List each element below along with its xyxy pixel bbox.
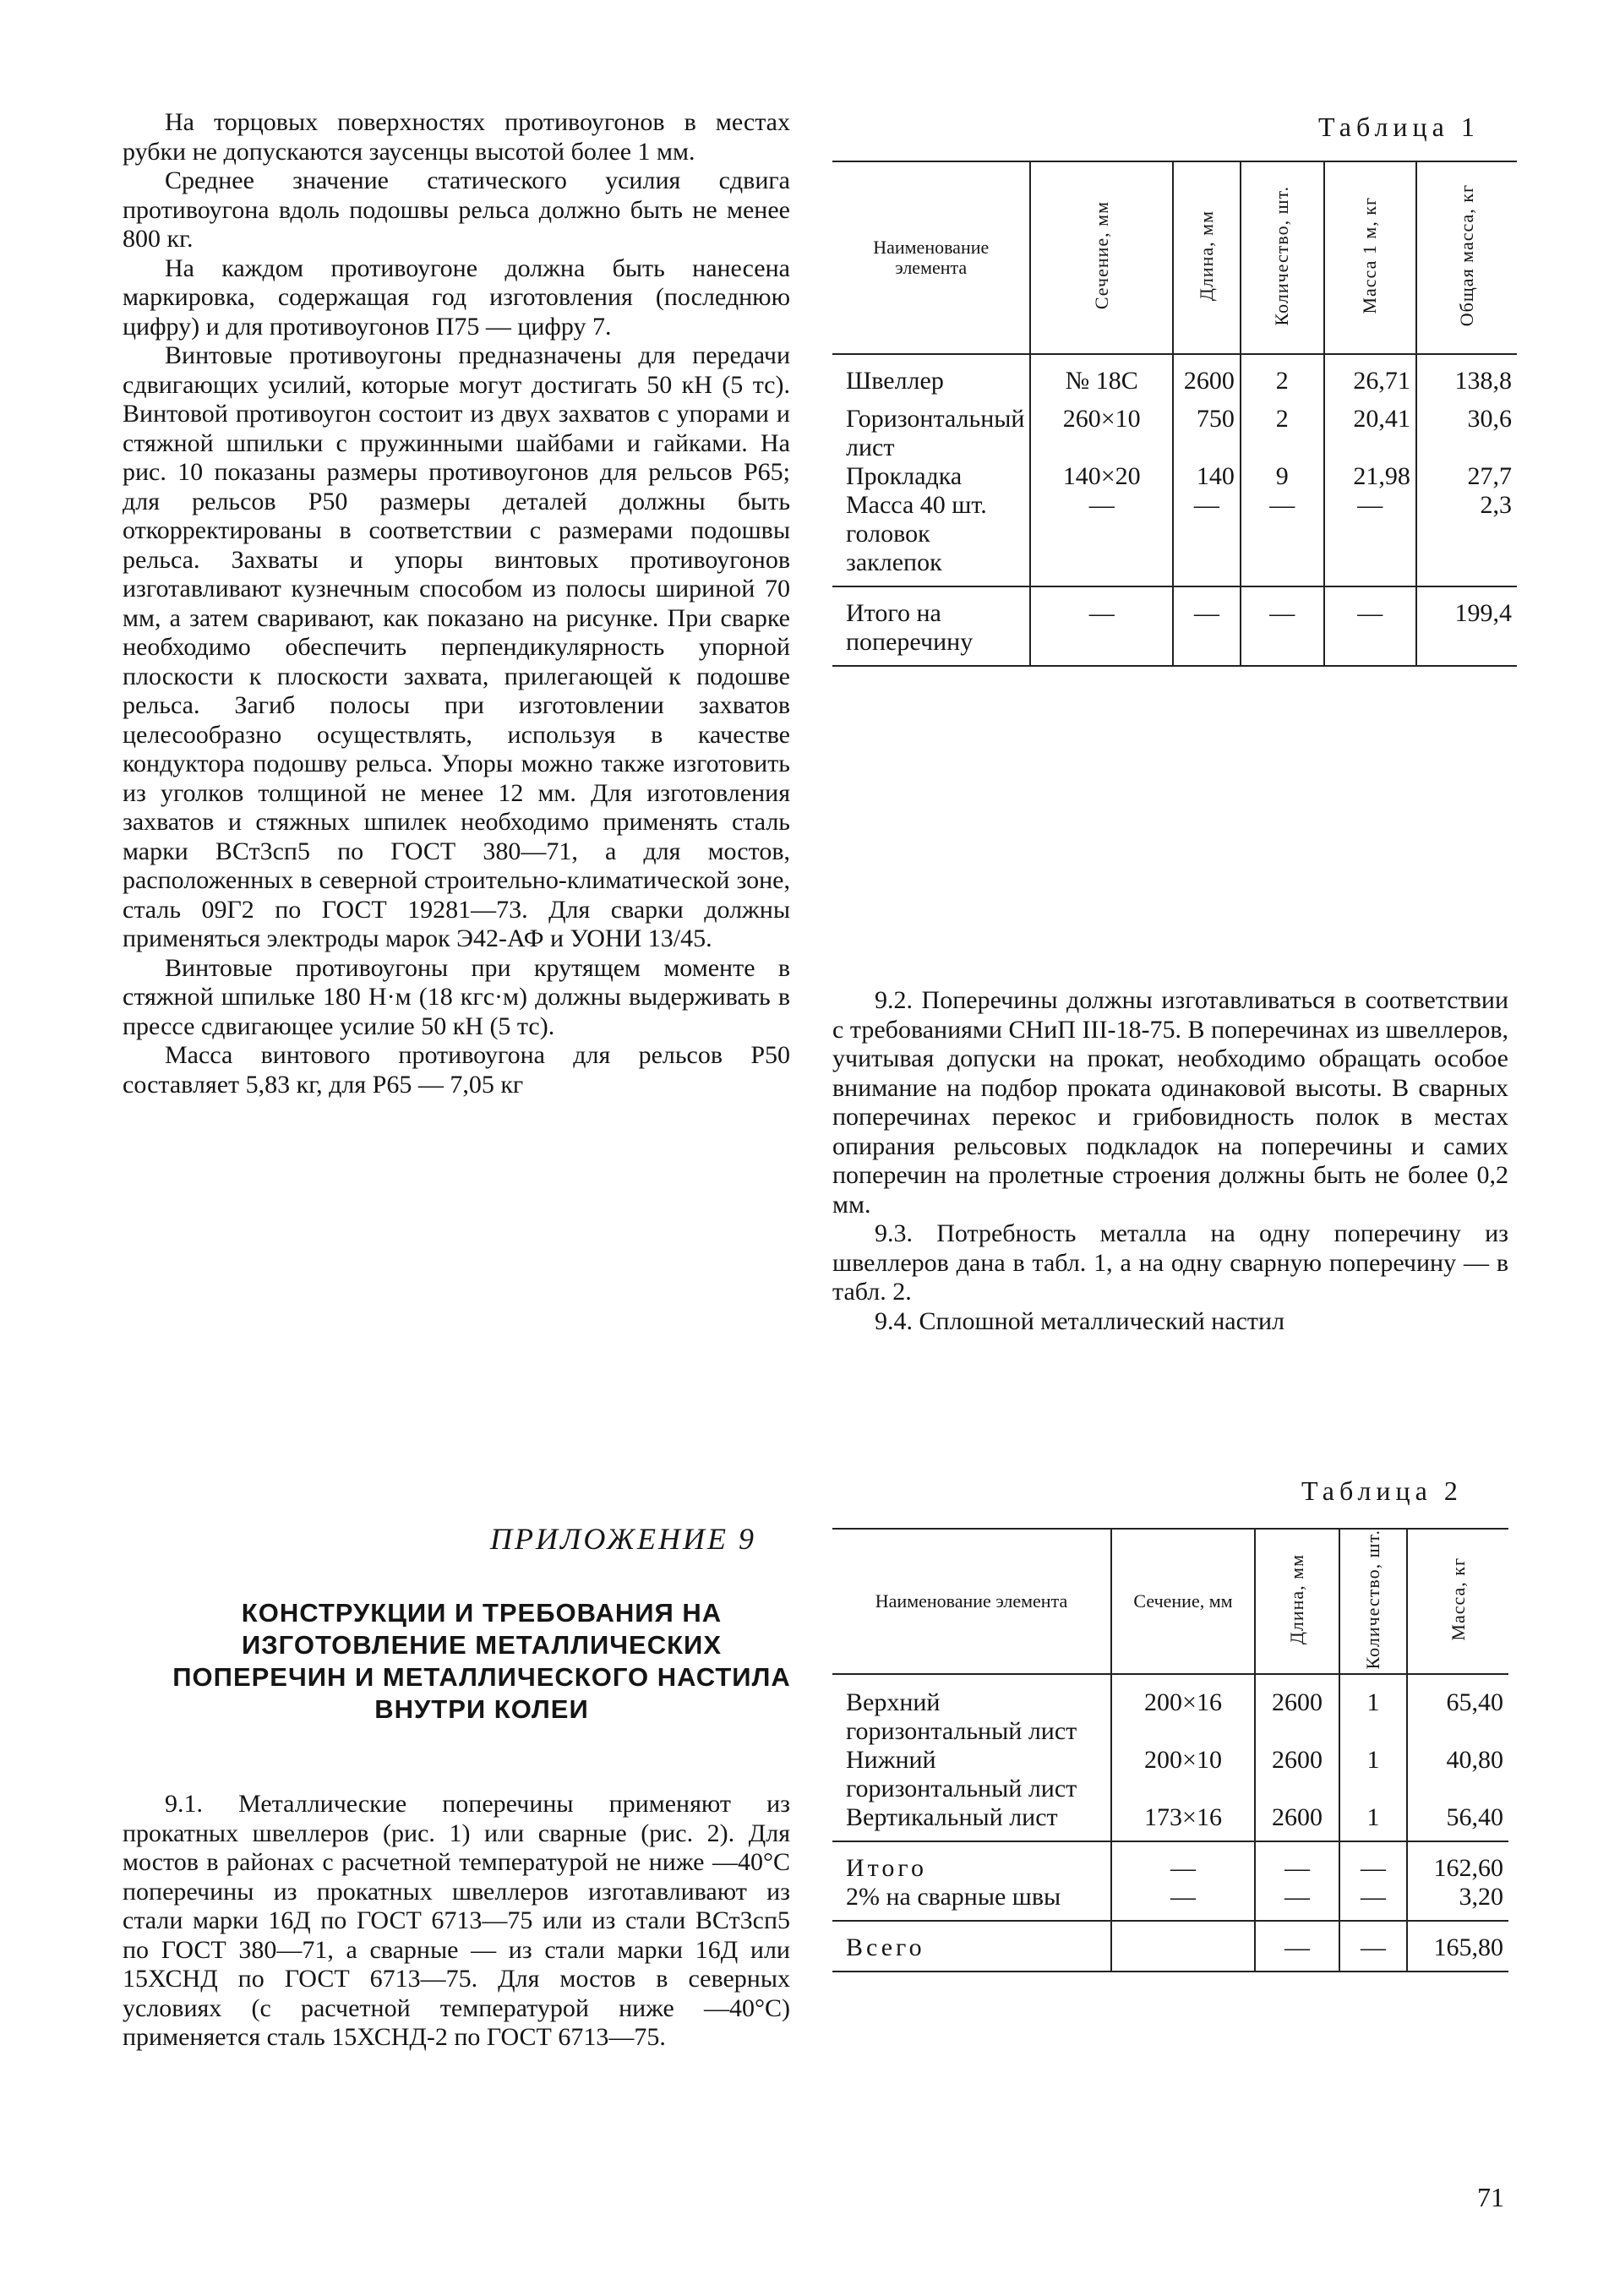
cell-total-mass: 2,3 — [1480, 491, 1512, 519]
cell-section: — — [1030, 586, 1173, 666]
cell-length: — — [1255, 1921, 1339, 1972]
header-mass: Масса, кг — [1447, 1557, 1469, 1642]
cell-name: Швеллер — [832, 354, 1030, 405]
cell-section: — — [1111, 1841, 1255, 1883]
cell-quantity: — — [1241, 586, 1324, 666]
cell-section: 200×10 — [1111, 1746, 1255, 1803]
table-row — [832, 354, 1517, 405]
cell-quantity: 1 — [1339, 1674, 1407, 1746]
cell-length: — — [1173, 491, 1241, 586]
paragraph: На каждом противоугоне должна быть нанесена маркировка, содержащая год изготовления (последнюю цифру) и для противоугонов П75 — цифру 7. — [123, 254, 790, 341]
cell-length: 2600 — [1255, 1803, 1339, 1841]
cell-section — [1111, 1921, 1255, 1972]
cell-name: Итого на поперечину — [832, 586, 1030, 666]
cell-total-mass: 27,7 — [1467, 462, 1512, 490]
table2 — [832, 1528, 1508, 1972]
paragraph: Винтовые противоугоны при крутящем моменте в стяжной шпильке 180 Н·м (18 кгс·м) должны выдерживать в прессе сдвигающее усилие 50 кН (5 тс). — [123, 953, 790, 1040]
appendix-heading: КОНСТРУКЦИИ И ТРЕБОВАНИЯ НА ИЗГОТОВЛЕНИЕ МЕТАЛЛИЧЕСКИХ ПОПЕРЕЧИН И МЕТАЛЛИЧЕСКОГО НАСТИЛА ВНУТРИ КОЛЕИ — [172, 1598, 791, 1724]
paragraph: 9.2. Поперечины должны изготавливаться в соответствии с требованиями СНиП III-18-75. В поперечинах из швеллеров, учитывая допуски на прокат, необходимо обращать особое внимание на подбор проката одинаковой высоты. В сварных поперечинах перекос и грибовидность полок в местах опирания рельсовых подкладок на поперечины и самих поперечин на пролетные строения должны быть не более 0,2 мм. — [832, 986, 1508, 1219]
cell-length: — — [1255, 1883, 1339, 1921]
cell-section: 173×16 — [1111, 1803, 1255, 1841]
cell-quantity: 9 — [1241, 462, 1324, 491]
cell-mass-per-meter: 20,41 — [1324, 405, 1416, 462]
cell-mass: 65,40 — [1446, 1688, 1503, 1717]
header-length: Длина, мм — [1286, 1554, 1307, 1645]
cell-name: Горизонтальный лист — [832, 405, 1030, 462]
page-number: 71 — [1477, 2182, 1504, 2212]
header-name: Наименование элемента — [832, 161, 1030, 354]
cell-quantity: — — [1339, 1841, 1407, 1883]
cell-section: 140×20 — [1030, 462, 1173, 491]
cell-length: 2600 — [1173, 354, 1241, 405]
table-total-row — [832, 586, 1517, 666]
cell-name: Итого — [832, 1841, 1111, 1883]
table-total-row — [832, 1841, 1508, 1883]
header-section: Сечение, мм — [1111, 1529, 1255, 1674]
cell-length: 140 — [1173, 462, 1241, 491]
paragraph: 9.1. Металлические поперечины применяют из прокатных швеллеров (рис. 1) или сварные (рис. 2). Для мостов в районах с расчетной температурой не ниже —40°С поперечины из прокатных швеллеров изготавливают из стали марки 16Д по ГОСТ 6713—75 или из стали ВСт3сп5 по ГОСТ 380—71, а сварные — из стали марки 16Д или 15ХСНД по ГОСТ 6713—75. Для мостов в северных условиях (с расчетной температурой ниже —40°С) применяется сталь 15ХСНД-2 по ГОСТ 6713—75. — [123, 1790, 790, 2051]
cell-name: Вертикальный лист — [832, 1803, 1111, 1841]
appendix-title: ПРИЛОЖЕНИЕ 9 — [490, 1522, 756, 1556]
cell-total-mass: 138,8 — [1454, 367, 1512, 395]
cell-section: 200×16 — [1111, 1674, 1255, 1746]
cell-length: — — [1255, 1841, 1339, 1883]
cell-quantity: 2 — [1241, 354, 1324, 405]
cell-mass-per-meter: 26,71 — [1324, 354, 1416, 405]
cell-length: 2600 — [1255, 1746, 1339, 1803]
cell-total-mass: 199,4 — [1416, 586, 1517, 666]
paragraph: Винтовые противоугоны предназначены для передачи сдвигающих усилий, которые могут достигать 50 кН (5 тс). Винтовой противоугон состоит из двух захватов с упорами и стяжной шпильки с пружинными шайбами и гайками. На рис. 10 показаны размеры противоугонов для рельсов Р65; для рельсов Р50 размеры деталей должны быть откорректированы в соответствии с размерами подошвы рельса. Захваты и упоры винтовых противоугонов изготавливают кузнечным способом из полосы шириной 70 мм, а затем сваривают, как показано на рисунке. При сварке необходимо обеспечить перпендикулярность упорной плоскости к плоскости захвата, прилегающей к подошве рельса. Загиб полосы при изготовлении захватов целесообразно осуществлять, используя в качестве кондуктора подошву рельса. Упоры можно также изготовить из уголков толщиной не менее 12 мм. Для изготовления захватов и стяжных шпилек необходимо применять сталь марки ВСт3сп5 по ГОСТ 380—71, а для мостов, расположенных в северной строительно-климатической зоне, сталь 09Г2 по ГОСТ 19281—73. Для сварки должны применяться электроды марок Э42-АФ и УОНИ 13/45. — [123, 341, 790, 952]
table2-label: Таблица 2 — [1301, 1475, 1463, 1506]
cell-mass: 165,80 — [1407, 1921, 1508, 1972]
table-row — [832, 1674, 1508, 1746]
cell-name: Масса 40 шт. головок заклепок — [832, 491, 1030, 586]
table-header-row — [832, 161, 1517, 354]
cell-section: 260×10 — [1030, 405, 1173, 462]
left-column-top — [123, 108, 790, 1099]
cell-length: 2600 — [1255, 1674, 1339, 1746]
cell-mass-per-meter: — — [1324, 586, 1416, 666]
table1-label: Таблица 1 — [1318, 112, 1480, 142]
header-total-mass: Общая масса, кг — [1455, 184, 1477, 327]
cell-quantity: — — [1241, 491, 1324, 586]
cell-mass: 40,80 — [1446, 1746, 1503, 1775]
header-mass-per-meter: Масса 1 м, кг — [1359, 197, 1381, 314]
paragraph: Среднее значение статического усилия сдвига противоугона вдоль подошвы рельса должно быть не менее 800 кг. — [123, 166, 790, 253]
cell-name: Прокладка — [832, 462, 1030, 491]
cell-quantity: 2 — [1241, 405, 1324, 462]
cell-quantity: — — [1339, 1883, 1407, 1921]
header-quantity: Количество, шт. — [1362, 1530, 1383, 1670]
table-row — [832, 1803, 1508, 1841]
cell-name: 2% на сварные швы — [832, 1883, 1111, 1921]
cell-name: Верхний горизонтальный лист — [832, 1674, 1111, 1746]
paragraph: 9.4. Сплошной металлический настил — [875, 1306, 1285, 1335]
cell-mass: 162,60 — [1407, 1841, 1508, 1883]
cell-mass: 3,20 — [1459, 1883, 1503, 1912]
paragraph: Масса винтового противоугона для рельсов Р50 составляет 5,83 кг, для Р65 — 7,05 кг — [123, 1041, 790, 1099]
cell-mass: 56,40 — [1446, 1803, 1503, 1832]
cell-length: 750 — [1173, 405, 1241, 462]
table-row — [832, 1746, 1508, 1803]
cell-mass-per-meter: — — [1324, 491, 1416, 586]
cell-mass-per-meter: 21,98 — [1324, 462, 1416, 491]
table-row — [832, 1883, 1508, 1921]
table-row — [832, 462, 1517, 491]
cell-length: — — [1173, 586, 1241, 666]
cell-name: Нижний горизонтальный лист — [832, 1746, 1111, 1803]
paragraph: 9.3. Потребность металла на одну поперечину из швеллеров дана в табл. 1, а на одну сварную поперечину — в табл. 2. — [832, 1219, 1508, 1306]
header-section: Сечение, мм — [1090, 201, 1112, 310]
cell-section: — — [1030, 491, 1173, 586]
cell-name: Всего — [832, 1921, 1111, 1972]
header-length: Длина, мм — [1195, 210, 1217, 302]
right-column-middle — [832, 986, 1508, 1336]
table-header-row — [832, 1529, 1508, 1674]
table-row — [832, 405, 1517, 462]
header-quantity: Количество, шт. — [1271, 185, 1293, 326]
table-grand-total-row — [832, 1921, 1508, 1972]
table-row — [832, 491, 1517, 586]
cell-quantity: — — [1339, 1921, 1407, 1972]
left-column-bottom — [123, 1790, 790, 2053]
cell-quantity: 1 — [1339, 1803, 1407, 1841]
table1 — [832, 161, 1517, 667]
cell-total-mass: 30,6 — [1467, 405, 1512, 433]
cell-quantity: 1 — [1339, 1746, 1407, 1803]
paragraph: На торцовых поверхностях противоугонов в местах рубки не допускаются заусенцы высотой более 1 мм. — [123, 108, 790, 166]
cell-section: № 18С — [1030, 354, 1173, 405]
cell-section: — — [1111, 1883, 1255, 1921]
header-name: Наименование элемента — [832, 1529, 1111, 1674]
